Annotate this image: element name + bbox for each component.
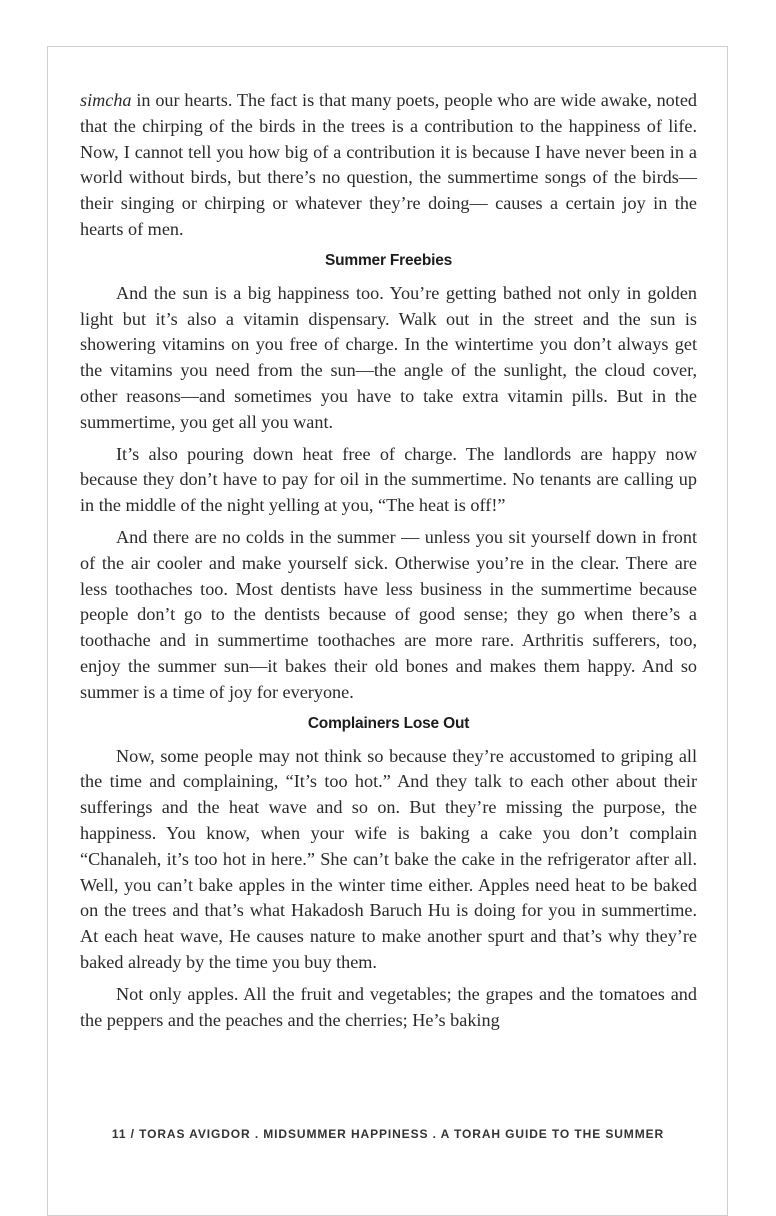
section-heading-summer-freebies: Summer Freebies — [324, 251, 453, 269]
paragraph-1 — [80, 88, 697, 243]
page-footer: 11 / TORAS AVIGDOR . MIDSUMMER HAPPINESS . A TORAH GUIDE TO THE SUMMER — [111, 1127, 665, 1141]
page-body — [80, 88, 697, 1039]
paragraph-2: And the sun is a big happiness too. You’re getting bathed not only in golden light but it’s also a vitamin dispensary. Walk out in the street and the sun is showering vitamins on you free of charge. In the wintertime you don’t always get the vitamins you need from the sun—the angle of the sunlight, the cloud cover, other reasons—and sometimes you have to take extra vitamin pills. But in the summertime, you get all you want. — [80, 282, 697, 432]
paragraph-4: And there are no colds in the summer — unless you sit yourself down in front of the air cooler and make yourself sick. Otherwise you’re in the clear. There are less toothaches too. Most dentists have less business in the summertime because people don’t go to the dentists because of good sense; they go when there’s a toothache and in summertime toothaches are more rare. Arthritis sufferers, too, enjoy the summer sun—it bakes their old bones and makes them happy. And so summer is a time of joy for everyone. — [80, 526, 697, 702]
paragraph-6: Not only apples. All the fruit and vegetables; the grapes and the tomatoes and the peppers and the peaches and the cherries; He’s baking — [80, 983, 697, 1030]
paragraph-1-text: in our hearts. The fact is that many poets, people who are wide awake, noted that the chirping of the birds in the trees is a contribution to the happiness of life. Now, I cannot tell you how big of a contribution it is because I have never been in a world without birds, but there’s no question, the summertime songs of the birds—their singing or chirping or whatever they’re doing— causes a certain joy in the hearts of men. — [80, 90, 697, 239]
italic-word: simcha — [80, 90, 132, 110]
paragraph-5: Now, some people may not think so because they’re accustomed to griping all the time and complaining, “It’s too hot.” And they talk to each other about their sufferings and the heat wave and so on. But they’re missing the purpose, the happiness. You know, when your wife is baking a cake you don’t complain “Chanaleh, it’s too hot in here.” She can’t bake the cake in the refrigerator after all. Well, you can’t bake apples in the winter time either. Apples need heat to be baked on the trees and that’s what Hakadosh Baruch Hu is doing for you in summertime. At each heat wave, He causes nature to make another spurt and that’s why they’re baked already by the time you buy them. — [80, 745, 697, 972]
section-heading-complainers-lose-out: Complainers Lose Out — [307, 714, 470, 732]
paragraph-3: It’s also pouring down heat free of charge. The landlords are happy now because they don’t have to pay for oil in the summertime. No tenants are calling up in the middle of the night yelling at you, “The heat is off!” — [80, 443, 697, 516]
